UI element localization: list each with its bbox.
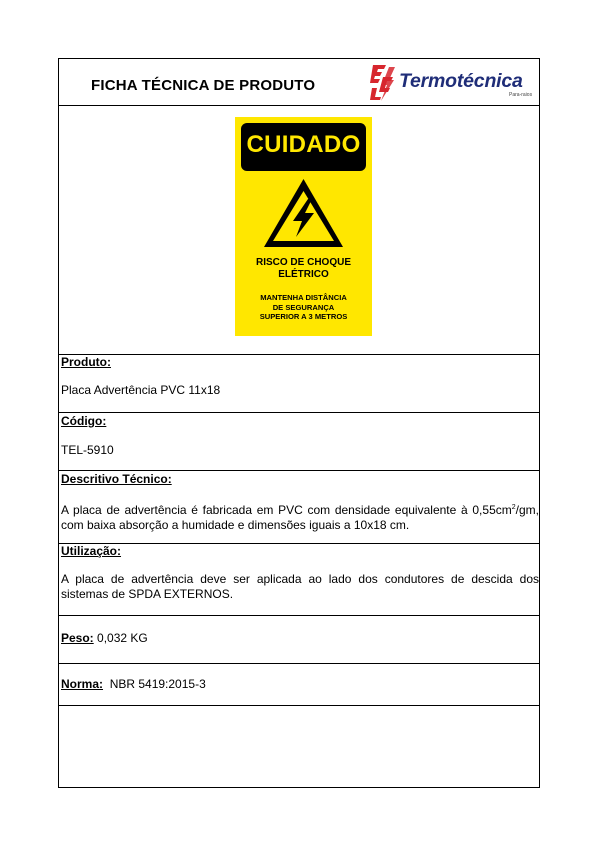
divider [58,663,540,664]
descritivo-label: Descritivo Técnico: [61,472,172,486]
warning-sign-image [235,117,372,336]
norma-row [61,677,206,691]
divider [58,705,540,706]
document-title: FICHA TÉCNICA DE PRODUTO [91,77,316,94]
lightning-logo-icon [369,63,399,103]
sign-warning-text: MANTENHA DISTÂNCIA DE SEGURANÇA SUPERIOR A 3 METROS [259,293,348,321]
divider [58,470,540,471]
divider [58,543,540,544]
divider [58,354,540,355]
divider [58,615,540,616]
brand-logo [369,63,537,103]
codigo-value: TEL-5910 [61,443,114,457]
divider [58,412,540,413]
brand-name: Termotécnica [399,70,523,92]
peso-value: 0,032 KG [97,631,148,645]
descritivo-text: A placa de advertência é fabricada em PVC com densidade equivalente à $0,55cm^2/gm$, com baixa absorção a humidade e dimensões iguais a 10x18 cm. [61,503,539,532]
high-voltage-warning-icon [264,179,343,247]
sign-risk-text: RISCO DE CHOQUE ELÉTRICO [255,257,351,280]
sign-headline: CUIDADO [246,131,361,158]
utilizacao-label: Utilização: [61,544,122,558]
codigo-label: Código: [61,414,107,428]
peso-label: Peso: [61,631,94,645]
produto-value: Placa Advertência PVC 11x18 [61,383,221,397]
produto-label: Produto: [61,355,111,369]
peso-row [61,631,148,645]
sheet-header [59,59,539,106]
brand-tagline: Para-raios [509,92,533,98]
norma-label: Norma: [61,677,104,691]
utilizacao-text: A placa de advertência deve ser aplicada ao lado dos condutores de descida dos sistemas de SPDA EXTERNOS. [61,572,539,601]
norma-value: NBR 5419:2015-3 [109,677,206,691]
